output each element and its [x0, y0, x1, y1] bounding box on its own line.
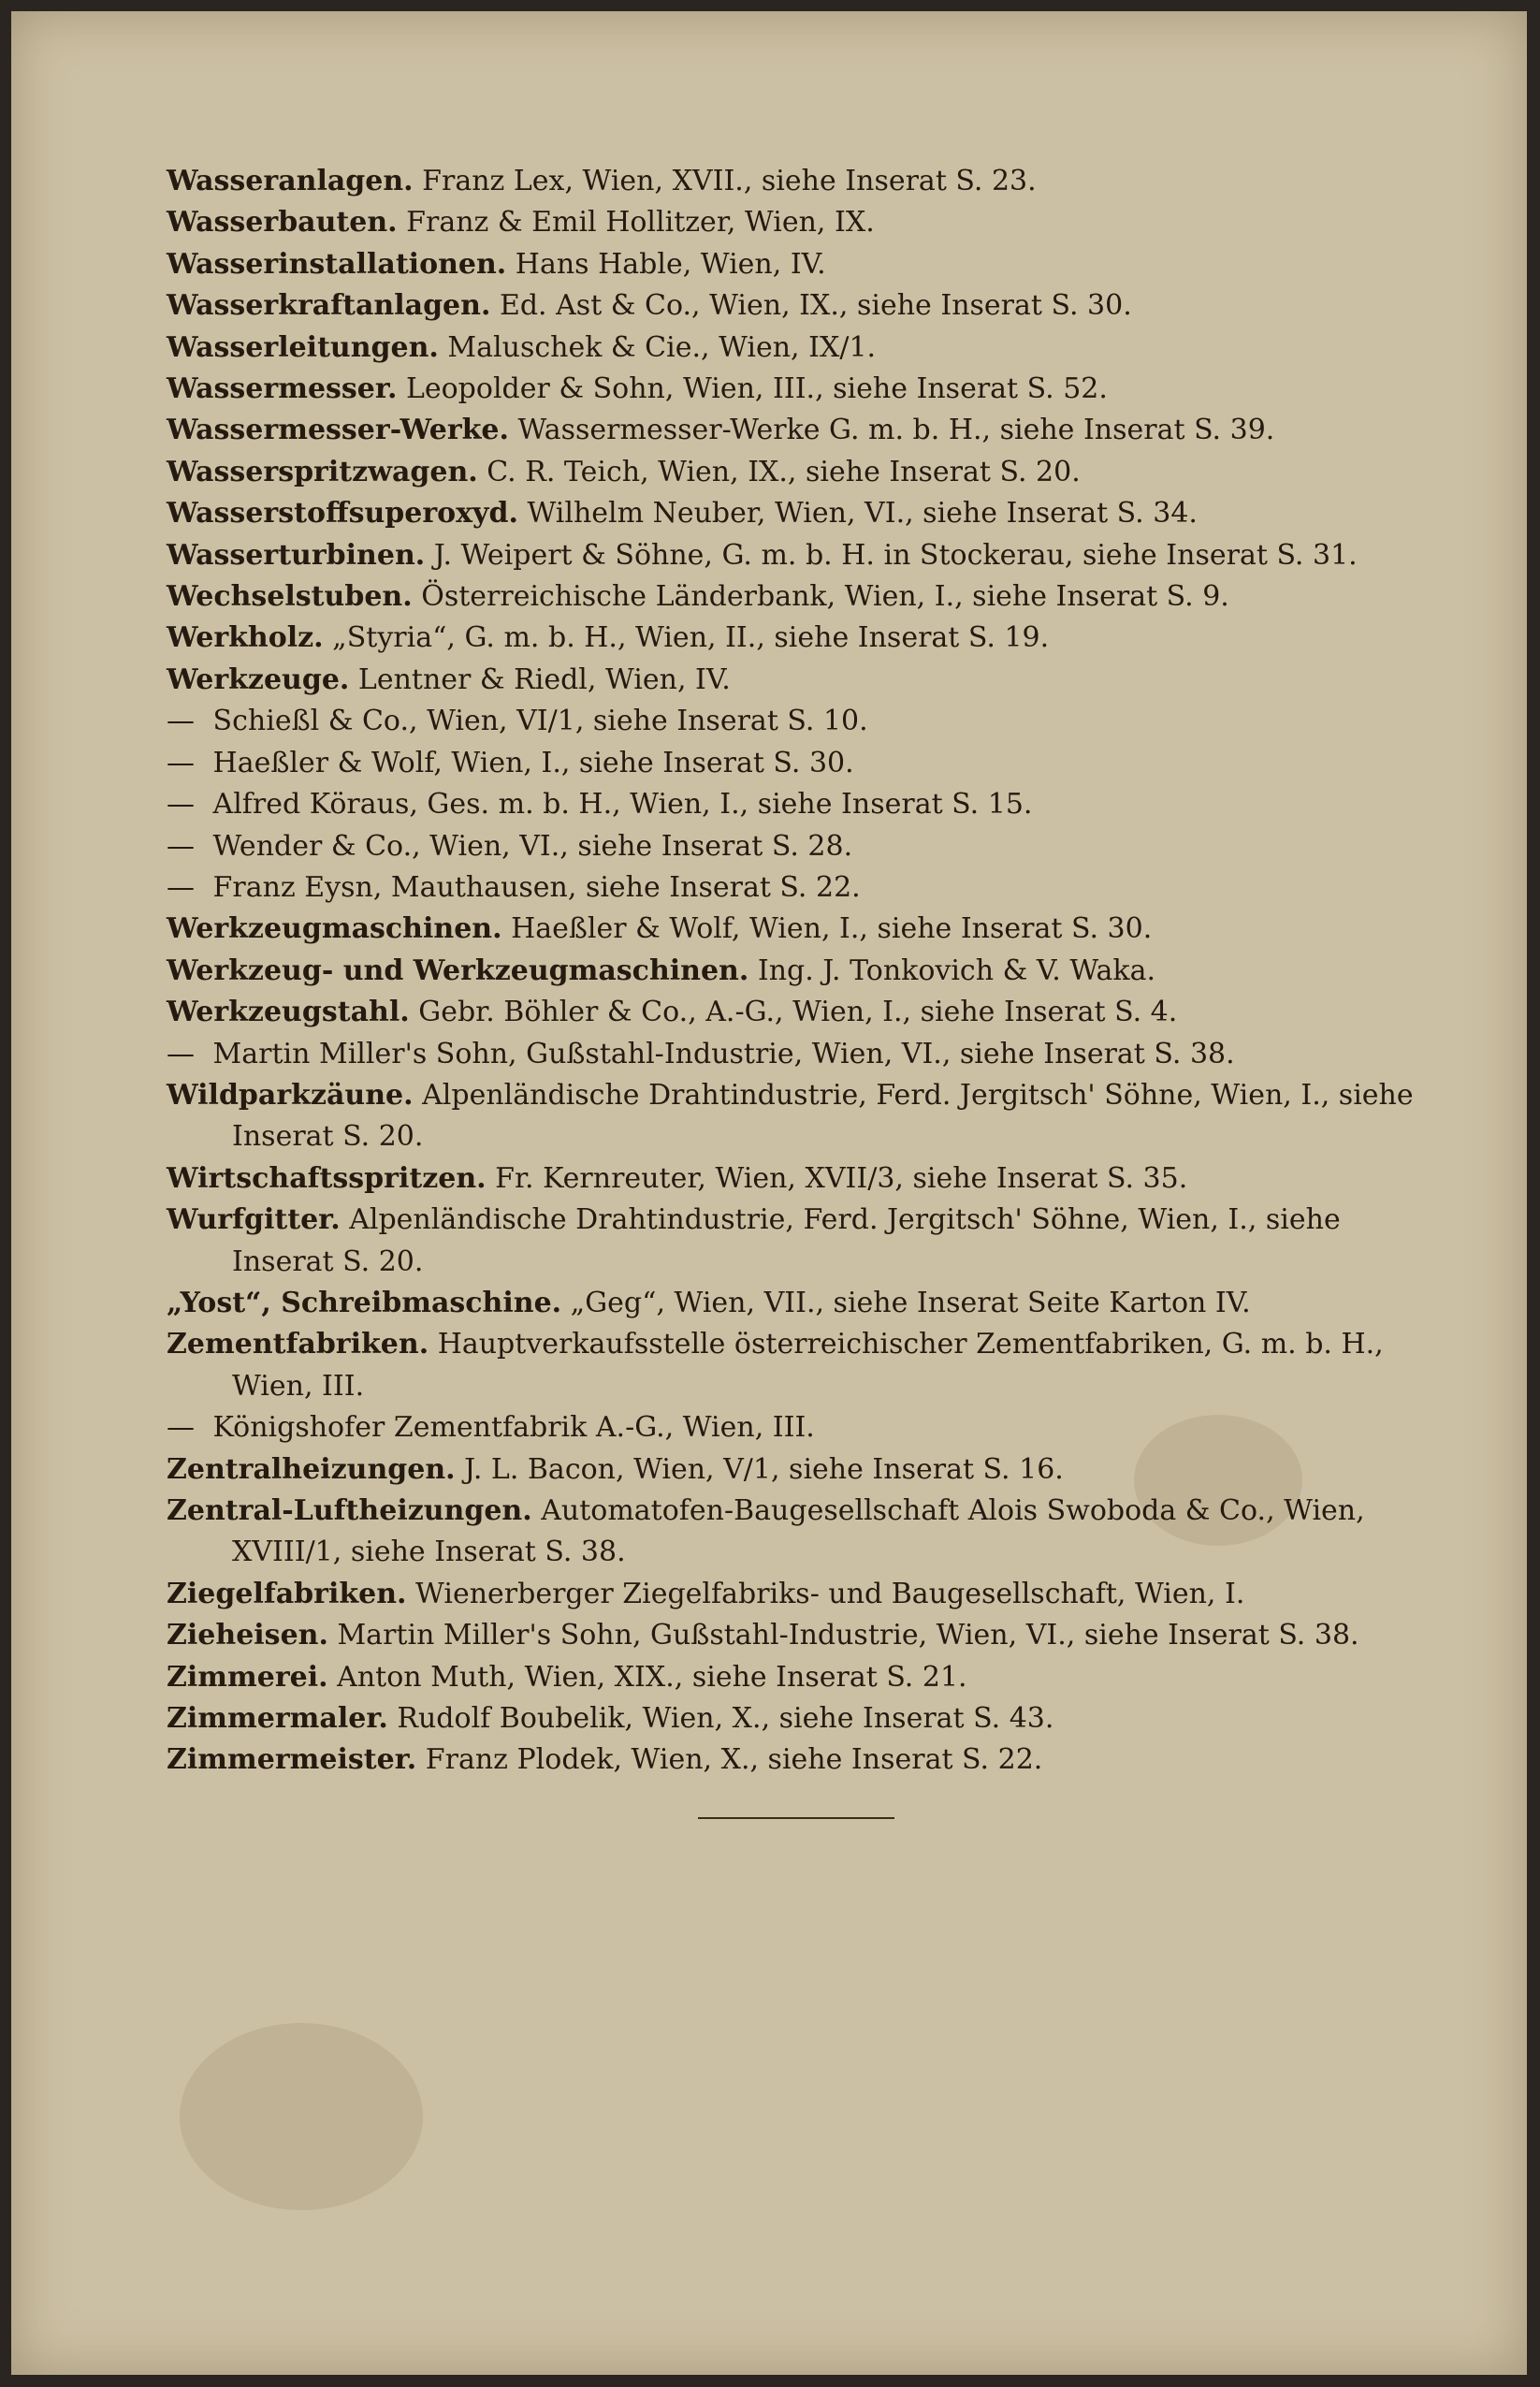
entry-text: „Styria“, G. m. b. H., Wien, II., siehe Inserat S. 19. [332, 621, 1050, 655]
list-item [167, 784, 1448, 825]
entry-keyword: Werkzeuge. [167, 662, 350, 696]
entry-dash: — [167, 1037, 195, 1070]
entry-keyword: Werkholz. [167, 621, 324, 655]
entry-text: Leopolder & Sohn, Wien, III., siehe Inserat S. 52. [405, 372, 1108, 406]
entry-text: Franz & Emil Hollitzer, Wien, IX. [406, 206, 875, 240]
entry-text: J. Weipert & Söhne, G. m. b. H. in Stockerau, siehe Inserat S. 31. [433, 538, 1358, 572]
entry-keyword: Zementfabriken. [167, 1328, 429, 1361]
list-item [167, 1200, 1448, 1283]
entry-keyword: Wasserkraftanlagen. [167, 289, 491, 323]
list-item [167, 244, 1448, 285]
list-item [167, 410, 1448, 451]
entry-text: Martin Miller's Sohn, Gußstahl-Industrie, Wien, VI., siehe Inserat S. 38. [212, 1037, 1235, 1070]
list-item [167, 1574, 1448, 1615]
entry-text: Hans Hable, Wien, IV. [515, 247, 826, 281]
list-item [167, 1698, 1448, 1739]
entry-keyword: Wassermesser-Werke. [167, 414, 509, 447]
list-item [167, 161, 1448, 202]
entry-keyword: Wildparkzäune. [167, 1078, 414, 1112]
entry-keyword: Wechselstuben. [167, 580, 413, 614]
entry-text: Alpenländische Drahtindustrie, Ferd. Jergitsch' Söhne, Wien, I., siehe Inserat S. 20. [232, 1078, 1414, 1154]
entry-text: Alpenländische Drahtindustrie, Ferd. Jergitsch' Söhne, Wien, I., siehe Inserat S. 20. [232, 1203, 1341, 1278]
entry-text: Automatofen-Baugesellschaft Alois Swoboda & Co., Wien, XVIII/1, siehe Inserat S. 38. [232, 1494, 1365, 1569]
list-item [167, 1034, 1448, 1075]
entry-text: „Geg“, Wien, VII., siehe Inserat Seite Karton IV. [570, 1286, 1251, 1319]
entry-dash: — [167, 1411, 195, 1445]
entry-keyword: Wasserbauten. [167, 206, 398, 240]
end-divider [698, 1817, 894, 1819]
list-item [167, 202, 1448, 243]
entry-list [167, 161, 1448, 1782]
list-item [167, 452, 1448, 493]
entry-keyword: Zentral-Luftheizungen. [167, 1494, 532, 1527]
list-item [167, 618, 1448, 659]
list-item [167, 1449, 1448, 1491]
entry-keyword: Werkzeugmaschinen. [167, 912, 502, 946]
list-item [167, 992, 1448, 1033]
entry-text: Anton Muth, Wien, XIX., siehe Inserat S. 21. [337, 1660, 967, 1694]
entry-text: Ing. J. Tonkovich & V. Waka. [757, 953, 1156, 987]
paper-stain [180, 2023, 423, 2210]
list-item [167, 743, 1448, 784]
list-item [167, 1075, 1448, 1158]
list-item [167, 327, 1448, 369]
list-item [167, 535, 1448, 576]
entry-text: Haeßler & Wolf, Wien, I., siehe Inserat S. 30. [511, 912, 1153, 946]
entry-text: Gebr. Böhler & Co., A.-G., Wien, I., siehe Inserat S. 4. [418, 996, 1178, 1029]
list-item [167, 701, 1448, 742]
list-item [167, 1407, 1448, 1448]
entry-text: Schießl & Co., Wien, VI/1, siehe Inserat S. 10. [212, 705, 868, 738]
entry-text: Königshofer Zementfabrik A.-G., Wien, III. [212, 1411, 815, 1445]
entry-text: Franz Eysn, Mauthausen, siehe Inserat S. 22. [212, 870, 861, 904]
entry-text: Alfred Köraus, Ges. m. b. H., Wien, I., siehe Inserat S. 15. [212, 788, 1033, 822]
entry-keyword: Ziegelfabriken. [167, 1577, 407, 1610]
entry-text: Franz Plodek, Wien, X., siehe Inserat S. 22. [425, 1743, 1043, 1777]
entry-text: Haeßler & Wolf, Wien, I., siehe Inserat S. 30. [212, 746, 854, 779]
entry-dash: — [167, 746, 195, 779]
list-item [167, 1657, 1448, 1698]
entry-text: Fr. Kernreuter, Wien, XVII/3, siehe Inserat S. 35. [495, 1161, 1188, 1195]
entry-text: Wilhelm Neuber, Wien, VI., siehe Inserat S. 34. [527, 497, 1198, 531]
entry-keyword: Wurfgitter. [167, 1203, 341, 1237]
entry-text: J. L. Bacon, Wien, V/1, siehe Inserat S. 16. [464, 1452, 1064, 1486]
entry-text: Hauptverkaufsstelle österreichischer Zementfabriken, G. m. b. H., Wien, III. [232, 1328, 1384, 1403]
directory-page [11, 11, 1527, 2375]
list-item [167, 1324, 1448, 1407]
entry-keyword: Werkzeug- und Werkzeugmaschinen. [167, 953, 749, 987]
list-item [167, 1491, 1448, 1574]
entry-keyword: Wirtschaftsspritzen. [167, 1161, 487, 1195]
entry-keyword: Wasseranlagen. [167, 165, 414, 197]
entry-keyword: Wasserturbinen. [167, 538, 426, 572]
entry-text: Maluschek & Cie., Wien, IX/1. [447, 330, 877, 364]
entry-text: Österreichische Länderbank, Wien, I., siehe Inserat S. 9. [421, 580, 1229, 614]
entry-text: Martin Miller's Sohn, Gußstahl-Industrie, Wien, VI., siehe Inserat S. 38. [337, 1619, 1359, 1652]
list-item [167, 951, 1448, 992]
list-item [167, 369, 1448, 410]
entry-dash: — [167, 829, 195, 863]
entry-dash: — [167, 870, 195, 904]
list-item [167, 493, 1448, 534]
entry-keyword: Zieheisen. [167, 1619, 328, 1652]
entry-text: C. R. Teich, Wien, IX., siehe Inserat S. 20. [487, 455, 1081, 488]
entry-text: Lentner & Riedl, Wien, IV. [357, 662, 731, 696]
entry-dash: — [167, 705, 195, 738]
list-item [167, 285, 1448, 327]
entry-keyword: Wasserstoffsuperoxyd. [167, 497, 518, 531]
entry-text: Wender & Co., Wien, VI., siehe Inserat S. 28. [212, 829, 853, 863]
entry-keyword: Zimmermaler. [167, 1702, 388, 1736]
entry-keyword: Wasserspritzwagen. [167, 455, 478, 488]
list-item [167, 660, 1448, 701]
list-item [167, 867, 1448, 909]
list-item [167, 1158, 1448, 1200]
entry-keyword: Wassermesser. [167, 372, 398, 406]
entry-text: Wienerberger Ziegelfabriks- und Baugesellschaft, Wien, I. [415, 1577, 1245, 1610]
list-item [167, 909, 1448, 950]
list-item [167, 576, 1448, 618]
entry-keyword: Zentralheizungen. [167, 1452, 456, 1486]
list-item [167, 1739, 1448, 1781]
entry-keyword: Zimmermeister. [167, 1743, 417, 1777]
entry-text: Wassermesser-Werke G. m. b. H., siehe Inserat S. 39. [517, 414, 1275, 447]
entry-text: Franz Lex, Wien, XVII., siehe Inserat S. 23. [422, 165, 1037, 197]
entry-keyword: Wasserinstallationen. [167, 247, 507, 281]
entry-keyword: Werkzeugstahl. [167, 996, 410, 1029]
entry-text: Rudolf Boubelik, Wien, X., siehe Inserat S. 43. [397, 1702, 1054, 1736]
entry-dash: — [167, 788, 195, 822]
entry-keyword: „Yost“, Schreibmaschine. [167, 1286, 562, 1319]
entry-keyword: Wasserleitungen. [167, 330, 439, 364]
list-item [167, 1283, 1448, 1324]
list-item [167, 1615, 1448, 1656]
entry-keyword: Zimmerei. [167, 1660, 328, 1694]
entry-text: Ed. Ast & Co., Wien, IX., siehe Inserat S. 30. [499, 289, 1132, 323]
list-item [167, 826, 1448, 867]
